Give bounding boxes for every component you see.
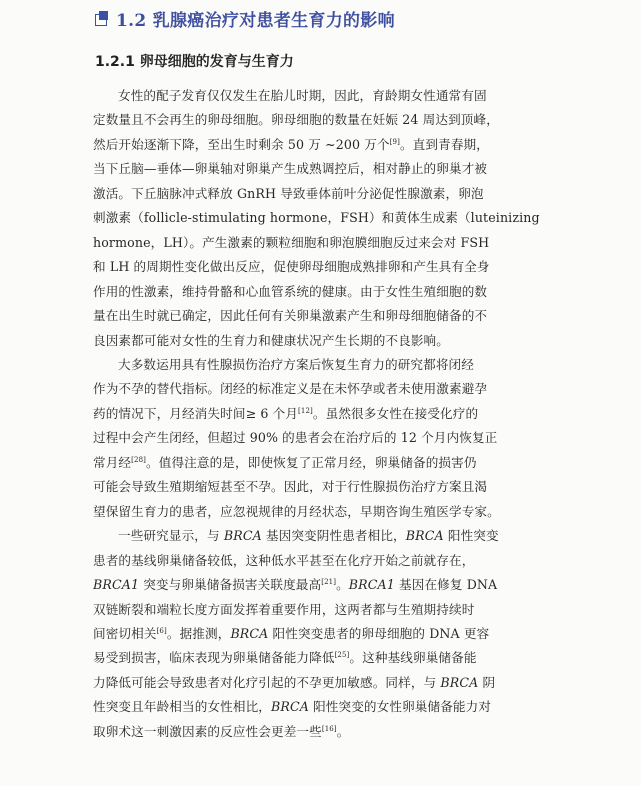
text-line: 力降低可能会导致患者对化疗引起的不孕更加敏感。同样，与 BRCA 阴: [93, 674, 496, 690]
text-line: 双链断裂和端粒长度方面发挥着重要作用，这两者都与生殖期持续时: [93, 601, 475, 617]
text-line: 和 LH 的周期性变化做出反应，促使卵母细胞成熟排卵和产生具有全身: [93, 259, 490, 275]
gene-name: BRCA: [271, 699, 309, 715]
text-line: 激活。下丘脑脉冲式释放 GnRH 导致垂体前叶分泌促性腺激素，卵泡: [93, 185, 484, 201]
citation: [6]: [156, 626, 167, 635]
paragraph: [93, 524, 555, 744]
text-line: 大多数运用具有性腺损伤治疗方案后恢复生育力的研究都将闭经: [118, 356, 474, 372]
text-line: BRCA1 突变与卵巢储备损害关联度最高[21]。BRCA1 基因在修复 DNA: [93, 577, 498, 593]
gene-name: BRCA: [223, 528, 262, 544]
text-line: 取卵术这一刺激因素的反应性会更差一些[16]。: [93, 723, 350, 739]
text-line: 定数量且不会再生的卵母细胞。卵母细胞的数量在妊娠 24 周达到顶峰，: [93, 112, 499, 128]
citation: [28]: [131, 455, 147, 464]
citation: [9]: [389, 137, 400, 146]
gene-name: BRCA: [230, 625, 269, 641]
gene-name: BRCA1: [348, 577, 395, 593]
section-title: 1.2 乳腺癌治疗对患者生育力的影响: [116, 11, 395, 31]
text-line: 常月经[28]。值得注意的是，即使恢复了正常月经，卵巢储备的损害仍: [93, 454, 477, 470]
section-header: [95, 6, 395, 31]
gene-name: BRCA: [405, 528, 444, 544]
body-text: [93, 84, 555, 744]
text-line: 然后开始逐渐下降，至出生时剩余 50 万 ~200 万个[9]。直到青春期，: [93, 136, 489, 152]
text-line: 刺激素（follicle-stimulating hormone，FSH）和黄体生成素（luteinizing: [93, 210, 540, 226]
gene-name: BRCA: [440, 674, 479, 690]
paragraph: [93, 84, 555, 353]
text-line: 易受到损害，临床表现为卵巢储备能力降低[25]。这种基线卵巢储备能: [93, 650, 477, 666]
citation: [25]: [334, 651, 350, 660]
text-line: 良因素都可能对女性的生育力和健康状况产生长期的不良影响。: [93, 332, 449, 348]
text-line: 可能会导致生殖期缩短甚至不孕。因此，对于行性腺损伤治疗方案且渴: [93, 479, 488, 495]
text-line: 性突变且年龄相当的女性相比，BRCA 阳性突变的女性卵巢储备能力对: [93, 699, 492, 715]
text-line: 女性的配子发育仅仅发生在胎儿时期，因此，育龄期女性通常有固: [118, 88, 487, 103]
text-line: hormone，LH）。产生激素的颗粒细胞和卵泡膜细胞反过来会对 FSH: [93, 234, 490, 250]
text-line: 量在出生时就已确定，因此任何有关卵巢激素产生和卵母细胞储备的不: [93, 308, 488, 324]
citation: [12]: [298, 406, 313, 415]
square-bullet-icon: [95, 11, 110, 26]
paragraph: [93, 353, 555, 524]
gene-name: BRCA1: [93, 577, 140, 593]
text-line: 药的情况下，月经消失时间≥ 6 个月[12]。虽然很多女性在接受化疗的: [93, 405, 479, 421]
citation: [21]: [321, 578, 337, 587]
subsection-title: 1.2.1 卵母细胞的发育与生育力: [95, 54, 294, 70]
text-line: 作用的性激素，维持骨骼和心血管系统的健康。由于女性生殖细胞的数: [93, 283, 488, 299]
text-line: 望保留生育力的患者，应忽视规律的月经状态，早期咨询生殖医学专家。: [93, 503, 500, 519]
text-line: 患者的基线卵巢储备较低，这种低水平甚至在化疗开始之前就存在，: [93, 552, 475, 568]
text-line: 过程中会产生闭经，但超过 90% 的患者会在治疗后的 12 个月内恢复正: [93, 430, 498, 446]
citation: [16]: [321, 724, 337, 733]
text-line: 间密切相关[6]。据推测，BRCA 阳性突变患者的卵母细胞的 DNA 更容: [93, 625, 490, 641]
text-line: 当下丘脑—垂体—卵巢轴对卵巢产生成熟调控后，相对静止的卵巢才被: [93, 161, 488, 177]
text-line: 一些研究显示，与 BRCA 基因突变阴性患者相比，BRCA 阳性突变: [118, 528, 499, 544]
text-line: 作为不孕的替代指标。闭经的标准定义是在未怀孕或者未使用激素避孕: [93, 381, 488, 397]
